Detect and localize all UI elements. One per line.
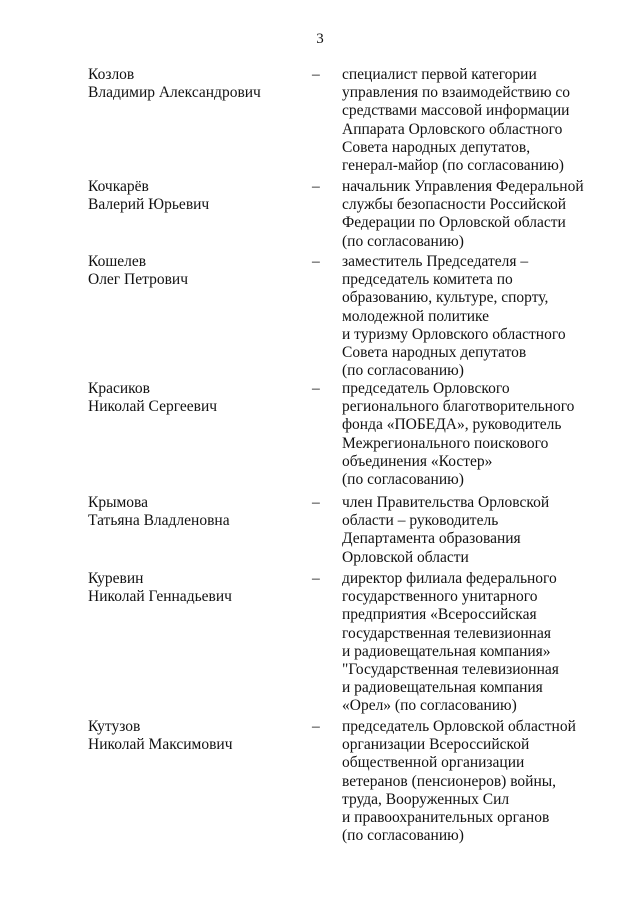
position-line: член Правительства Орловской	[342, 494, 550, 511]
position-line: Межрегионального поискового	[342, 434, 549, 452]
separator-dash: –	[312, 66, 320, 83]
position-line: генерал-майор (по согласованию)	[342, 157, 564, 175]
position-line: ветеранов (пенсионеров) войны,	[342, 772, 557, 790]
member-given-names: Олег Петрович	[88, 271, 188, 289]
position-line: образованию, культуре, спорту,	[342, 289, 549, 307]
separator-dash: –	[312, 253, 320, 270]
member-given-names: Валерий Юрьевич	[88, 196, 210, 214]
member-given-names: Николай Максимович	[88, 736, 233, 754]
position-line: председатель Орловской областной	[342, 718, 576, 735]
position-line: области – руководитель	[342, 512, 499, 530]
position-line: предприятия «Всероссийская	[342, 606, 537, 624]
position-line: средствами массовой информации	[342, 102, 570, 120]
member-entry	[88, 380, 608, 489]
member-entry	[88, 718, 608, 845]
member-position	[342, 178, 608, 251]
member-given-names: Владимир Александрович	[88, 84, 261, 102]
member-position	[342, 570, 608, 716]
member-entry	[88, 66, 608, 175]
member-given-names: Николай Геннадьевич	[88, 588, 232, 606]
member-surname: Кошелев	[88, 253, 147, 270]
page-number: 3	[316, 31, 324, 47]
member-position	[342, 66, 608, 175]
separator-dash: –	[312, 570, 320, 587]
member-entry	[88, 178, 608, 251]
member-surname: Козлов	[88, 66, 135, 83]
position-line: и радиовещательная компания	[342, 679, 543, 697]
member-surname: Красиков	[88, 380, 150, 397]
position-line: специалист первой категории	[342, 66, 537, 83]
separator-dash: –	[312, 178, 320, 195]
position-line: государственная телевизионная	[342, 624, 551, 642]
position-line: Департамента образования	[342, 530, 521, 548]
position-line: молодежной политике	[342, 307, 490, 325]
member-name	[88, 66, 308, 102]
position-line: начальник Управления Федеральной	[342, 178, 584, 195]
position-line: регионального благотворительного	[342, 398, 575, 416]
member-surname: Куревин	[88, 570, 144, 587]
member-position	[342, 253, 608, 380]
member-name	[88, 570, 308, 606]
position-line: (по согласованию)	[342, 827, 464, 845]
position-line: «Орел» (по согласованию)	[342, 697, 517, 715]
position-line: службы безопасности Российской	[342, 196, 567, 214]
member-position	[342, 494, 608, 567]
separator-dash: –	[312, 718, 320, 735]
position-line: (по согласованию)	[342, 471, 464, 489]
separator-dash: –	[312, 494, 320, 511]
member-name	[88, 380, 308, 416]
position-line: Аппарата Орловского областного	[342, 120, 563, 138]
position-line: Совета народных депутатов,	[342, 138, 531, 156]
member-name	[88, 494, 308, 530]
position-line: председатель комитета по	[342, 271, 513, 289]
member-entry	[88, 570, 608, 716]
position-line: заместитель Председателя –	[342, 253, 529, 270]
position-line: и правоохранительных органов	[342, 809, 550, 827]
position-line: труда, Вооруженных Сил	[342, 790, 510, 808]
position-line: (по согласованию)	[342, 232, 464, 250]
position-line: и радиовещательная компания»	[342, 642, 551, 660]
member-name	[88, 178, 308, 214]
separator-dash: –	[312, 380, 320, 397]
member-surname: Крымова	[88, 494, 149, 511]
member-surname: Кутузов	[88, 718, 141, 735]
member-given-names: Татьяна Владленовна	[88, 512, 230, 530]
position-line: Федерации по Орловской области	[342, 214, 566, 232]
position-line: и туризму Орловского областного	[342, 325, 566, 343]
position-line: председатель Орловского	[342, 380, 510, 397]
position-line: директор филиала федерального	[342, 570, 557, 587]
member-entry	[88, 253, 608, 380]
member-name	[88, 718, 308, 754]
member-entry	[88, 494, 608, 567]
position-line: государственного унитарного	[342, 588, 538, 606]
member-position	[342, 718, 608, 845]
position-line: объединения «Костер»	[342, 452, 493, 470]
member-given-names: Николай Сергеевич	[88, 398, 218, 416]
member-position	[342, 380, 608, 489]
position-line: фонда «ПОБЕДА», руководитель	[342, 416, 562, 434]
position-line: управления по взаимодействию со	[342, 84, 571, 102]
position-line: "Государственная телевизионная	[342, 661, 559, 679]
position-line: Орловской области	[342, 548, 469, 566]
position-line: Совета народных депутатов	[342, 344, 527, 362]
position-line: общественной организации	[342, 754, 525, 772]
position-line: организации Всероссийской	[342, 736, 530, 754]
position-line: (по согласованию)	[342, 362, 464, 380]
member-surname: Кочкарёв	[88, 178, 149, 195]
member-name	[88, 253, 308, 289]
